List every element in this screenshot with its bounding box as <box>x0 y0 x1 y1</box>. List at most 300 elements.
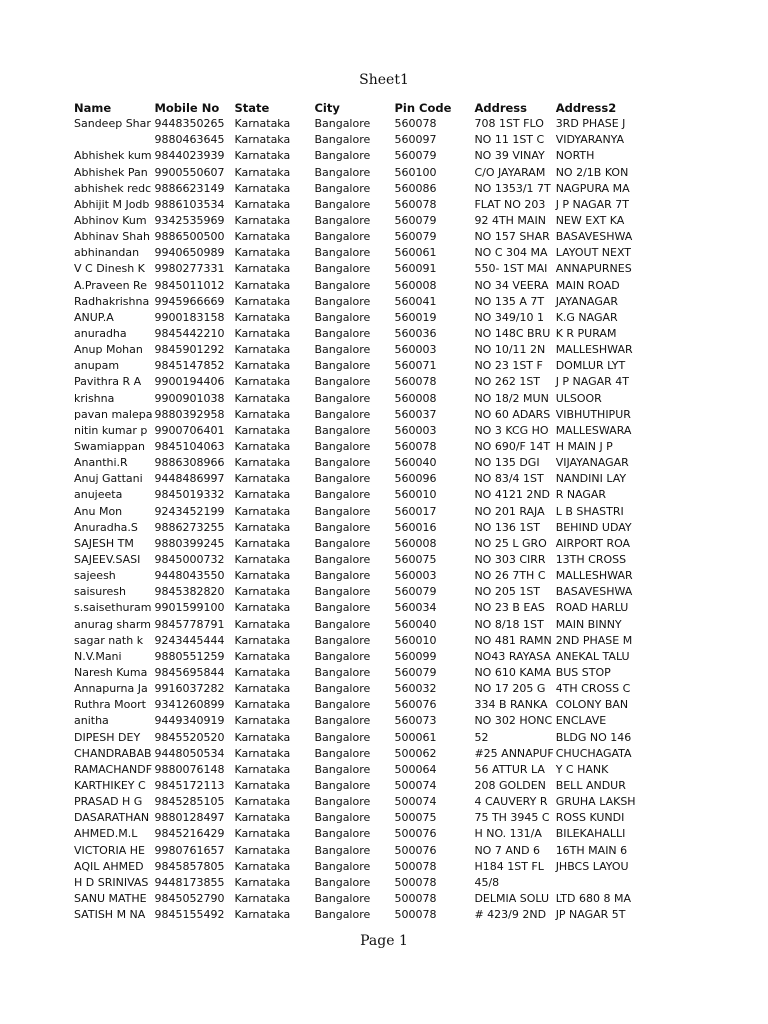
address-cell: 56 ATTUR LA <box>474 762 545 776</box>
name-cell: Annapurna Ja <box>74 682 148 696</box>
city-cell: Bangalore <box>314 359 371 373</box>
table-row <box>72 713 636 729</box>
name-cell: AQIL AHMED <box>74 859 144 873</box>
state-cell: Karnataka <box>234 407 291 421</box>
name-cell: anupam <box>74 359 120 373</box>
table-row <box>72 536 636 552</box>
table-row <box>72 229 636 245</box>
name-cell: saisuresh <box>74 585 126 599</box>
address2-cell: LTD 680 8 MA <box>555 891 631 905</box>
pin-code-cell: 560003 <box>394 569 437 583</box>
name-cell: Abhijit M Jodb <box>74 197 150 211</box>
city-cell: Bangalore <box>314 698 371 712</box>
state-cell: Karnataka <box>234 617 291 631</box>
address2-cell: 4TH CROSS C <box>555 682 631 696</box>
mobile-cell: 9845019332 <box>154 488 225 502</box>
pin-code-cell: 500078 <box>394 891 437 905</box>
table-row <box>72 633 636 649</box>
name-cell: sagar nath k <box>74 633 144 647</box>
name-cell: SATISH M NA <box>74 908 146 922</box>
mobile-cell: 9886308966 <box>154 456 225 470</box>
pin-code-cell: 560078 <box>394 375 437 389</box>
address2-cell: JAYANAGAR <box>555 294 619 308</box>
mobile-cell: 9845052790 <box>154 891 225 905</box>
city-cell: Bangalore <box>314 456 371 470</box>
name-cell: DIPESH DEY <box>74 730 141 744</box>
mobile-cell: 9845172113 <box>154 778 225 792</box>
address2-cell: CHUCHAGATA <box>555 746 632 760</box>
mobile-cell: 9845520520 <box>154 730 225 744</box>
pin-code-cell: 560008 <box>394 391 437 405</box>
city-cell: Bangalore <box>314 859 371 873</box>
name-cell: H D SRINIVAS <box>74 875 149 889</box>
mobile-cell: 9845000732 <box>154 553 225 566</box>
pin-code-cell: 500062 <box>394 746 437 760</box>
address-cell: NO C 304 MA <box>474 246 548 260</box>
address-cell: NO43 RAYASA <box>474 649 551 663</box>
state-cell: Karnataka <box>234 714 291 728</box>
name-cell: Radhakrishna <box>74 294 150 308</box>
state-cell: Karnataka <box>234 553 291 566</box>
pin-code-cell: 560075 <box>394 553 437 566</box>
city-cell: Bangalore <box>314 197 371 211</box>
name-cell: Abhinov Kum <box>74 214 147 228</box>
state-cell: Karnataka <box>234 117 291 131</box>
address2-cell: LAYOUT NEXT <box>555 246 632 260</box>
mobile-cell: 9980761657 <box>154 843 225 857</box>
pin-code-cell: 560041 <box>394 294 437 308</box>
city-cell: Bangalore <box>314 908 371 922</box>
table-row <box>72 778 636 794</box>
address2-cell: JP NAGAR 5T <box>555 908 626 922</box>
state-cell: Karnataka <box>234 165 291 179</box>
mobile-cell: 9900550607 <box>154 165 225 179</box>
city-cell: Bangalore <box>314 746 371 760</box>
state-cell: Karnataka <box>234 665 291 679</box>
mobile-cell: 9845901292 <box>154 343 225 357</box>
name-cell: anurag sharm <box>74 617 151 631</box>
header-mobile-no: Mobile No <box>154 101 220 116</box>
name-cell: Ruthra Moort <box>74 698 146 712</box>
name-cell: SAJESH TM <box>74 536 134 550</box>
city-cell: Bangalore <box>314 246 371 260</box>
address-cell: NO 17 205 G <box>474 682 546 696</box>
city-cell: Bangalore <box>314 714 371 728</box>
address-cell: NO 25 L GRO <box>474 536 547 550</box>
city-cell: Bangalore <box>314 891 371 905</box>
table-row <box>72 407 636 423</box>
table-row <box>72 729 636 745</box>
state-cell: Karnataka <box>234 197 291 211</box>
address2-cell <box>554 875 636 891</box>
state-cell: Karnataka <box>234 181 291 195</box>
header-city: City <box>314 101 340 116</box>
state-cell: Karnataka <box>234 795 291 809</box>
name-cell: sajeesh <box>74 569 116 583</box>
pin-code-cell: 560003 <box>394 343 437 357</box>
address-cell: # 423/9 2ND <box>474 908 547 922</box>
address-cell: NO 148C BRU <box>474 327 551 341</box>
city-cell: Bangalore <box>314 391 371 405</box>
table-row <box>72 310 636 326</box>
name-cell: Naresh Kuma <box>74 665 148 679</box>
state-cell: Karnataka <box>234 488 291 502</box>
name-cell: abhishek redc <box>74 181 152 195</box>
city-cell: Bangalore <box>314 214 371 228</box>
name-cell: V C Dinesh K <box>74 262 145 276</box>
address-cell: C/O JAYARAM <box>474 165 546 179</box>
address-cell: NO 10/11 2N <box>474 343 546 357</box>
mobile-cell: 9845011012 <box>154 278 225 292</box>
mobile-cell: 9845778791 <box>154 617 225 631</box>
pin-code-cell: 560071 <box>394 359 437 373</box>
mobile-cell: 9900901038 <box>154 391 225 405</box>
address-cell: NO 262 1ST <box>474 375 541 389</box>
address2-cell: BASAVESHWA <box>555 230 633 244</box>
name-cell <box>72 132 152 148</box>
state-cell: Karnataka <box>234 310 291 324</box>
mobile-cell: 9886623149 <box>154 181 225 195</box>
address-cell: 45/8 <box>474 875 500 889</box>
pin-code-cell: 560097 <box>394 133 437 147</box>
address2-cell: ROSS KUNDI <box>555 811 625 825</box>
table-row <box>72 391 636 407</box>
pin-code-cell: 560010 <box>394 633 437 647</box>
mobile-cell: 9448043550 <box>154 569 225 583</box>
table-row <box>72 278 636 294</box>
header-row <box>72 100 636 116</box>
city-cell: Bangalore <box>314 278 371 292</box>
state-cell: Karnataka <box>234 294 291 308</box>
address-cell: NO 136 1ST <box>474 520 541 534</box>
name-cell: Anuradha.S <box>74 520 138 534</box>
city-cell: Bangalore <box>314 649 371 663</box>
name-cell: anujeeta <box>74 488 123 502</box>
mobile-cell: 9940650989 <box>154 246 225 260</box>
state-cell: Karnataka <box>234 891 291 905</box>
pin-code-cell: 560037 <box>394 407 437 421</box>
header-pin-code: Pin Code <box>394 101 452 116</box>
pin-code-cell: 500078 <box>394 908 437 922</box>
address2-cell: NAGPURA MA <box>555 181 630 195</box>
address-cell: NO 11 1ST C <box>474 133 545 147</box>
table-row <box>72 520 636 536</box>
mobile-cell: 9900706401 <box>154 423 225 437</box>
address2-cell: 13TH CROSS <box>555 553 627 566</box>
name-cell: Abhishek Pan <box>74 165 148 179</box>
address2-cell: MALLESWARA <box>555 423 632 437</box>
table-row <box>72 907 636 923</box>
mobile-cell: 9844023939 <box>154 149 225 163</box>
mobile-cell: 9448350265 <box>154 117 225 131</box>
address-cell: NO 4121 2ND <box>474 488 551 502</box>
mobile-cell: 9886273255 <box>154 520 225 534</box>
name-cell: Anup Mohan <box>74 343 143 357</box>
mobile-cell: 9880076148 <box>154 762 225 776</box>
pin-code-cell: 560078 <box>394 440 437 454</box>
pin-code-cell: 560100 <box>394 165 437 179</box>
address-cell: NO 7 AND 6 <box>474 843 541 857</box>
pin-code-cell: 560078 <box>394 117 437 131</box>
address-cell: NO 18/2 MUN <box>474 391 549 405</box>
table-row <box>72 326 636 342</box>
name-cell: Sandeep Shar <box>74 117 151 131</box>
name-cell: KARTHIKEY C <box>74 778 146 792</box>
pin-code-cell: 560019 <box>394 310 437 324</box>
pin-code-cell: 560008 <box>394 278 437 292</box>
name-cell: DASARATHAN <box>74 811 150 825</box>
address-cell: NO 1353/1 7T <box>474 181 551 195</box>
table-row <box>72 665 636 681</box>
pin-code-cell: 500074 <box>394 778 437 792</box>
name-cell: Abhinav Shah <box>74 230 150 244</box>
address2-cell: ULSOOR <box>555 391 602 405</box>
address-cell: #25 ANNAPUF <box>474 746 554 760</box>
address2-cell: R NAGAR <box>555 488 607 502</box>
name-cell: SANU MATHE <box>74 891 147 905</box>
name-cell: SAJEEV.SASI <box>74 553 141 566</box>
city-cell: Bangalore <box>314 262 371 276</box>
address2-cell: COLONY BAN <box>555 698 629 712</box>
header-address: Address <box>474 101 527 116</box>
address2-cell: BASAVESHWA <box>555 585 633 599</box>
table-row <box>72 261 636 277</box>
table-row <box>72 568 636 584</box>
pin-code-cell: 500075 <box>394 811 437 825</box>
city-cell: Bangalore <box>314 601 371 615</box>
state-cell: Karnataka <box>234 520 291 534</box>
table-row <box>72 600 636 616</box>
table-row <box>72 859 636 875</box>
address-cell: NO 60 ADARS <box>474 407 551 421</box>
mobile-cell: 9845442210 <box>154 327 225 341</box>
table-row <box>72 374 636 390</box>
pin-code-cell: 560016 <box>394 520 437 534</box>
city-cell: Bangalore <box>314 843 371 857</box>
mobile-cell: 9880392958 <box>154 407 225 421</box>
address-cell: NO 135 DGI <box>474 456 540 470</box>
address2-cell: J P NAGAR 7T <box>555 197 630 211</box>
address2-cell: AIRPORT ROA <box>555 536 631 550</box>
name-cell: Abhishek kum <box>74 149 152 163</box>
mobile-cell: 9845857805 <box>154 859 225 873</box>
pin-code-cell: 560034 <box>394 601 437 615</box>
address-cell: NO 83/4 1ST <box>474 472 544 486</box>
city-cell: Bangalore <box>314 811 371 825</box>
table-row <box>72 875 636 891</box>
city-cell: Bangalore <box>314 827 371 841</box>
pin-code-cell: 500078 <box>394 859 437 873</box>
state-cell: Karnataka <box>234 343 291 357</box>
name-cell: nitin kumar p <box>74 423 148 437</box>
address2-cell: 2ND PHASE M <box>555 633 633 647</box>
address2-cell: VIJAYANAGAR <box>555 456 629 470</box>
pin-code-cell: 560073 <box>394 714 437 728</box>
state-cell: Karnataka <box>234 633 291 647</box>
state-cell: Karnataka <box>234 375 291 389</box>
pin-code-cell: 560040 <box>394 617 437 631</box>
table-row <box>72 681 636 697</box>
address-cell: 208 GOLDEN <box>474 778 546 792</box>
pin-code-cell: 560061 <box>394 246 437 260</box>
table-row <box>72 197 636 213</box>
address2-cell: MALLESHWAR <box>555 569 633 583</box>
state-cell: Karnataka <box>234 843 291 857</box>
state-cell: Karnataka <box>234 359 291 373</box>
city-cell: Bangalore <box>314 665 371 679</box>
address2-cell: NO 2/1B KON <box>555 165 629 179</box>
address-cell: H NO. 131/A <box>474 827 542 841</box>
pin-code-cell: 560079 <box>394 665 437 679</box>
address-cell: NO 201 RAJA <box>474 504 545 518</box>
mobile-cell: 9886500500 <box>154 230 225 244</box>
address2-cell: MAIN BINNY <box>555 617 622 631</box>
mobile-cell: 9448173855 <box>154 875 225 889</box>
table-row <box>72 471 636 487</box>
city-cell: Bangalore <box>314 117 371 131</box>
name-cell: krishna <box>74 391 115 405</box>
pin-code-cell: 560076 <box>394 698 437 712</box>
city-cell: Bangalore <box>314 569 371 583</box>
mobile-cell: 9880463645 <box>154 133 225 147</box>
pin-code-cell: 560079 <box>394 149 437 163</box>
state-cell: Karnataka <box>234 327 291 341</box>
mobile-cell: 9880399245 <box>154 536 225 550</box>
address-cell: NO 610 KAMA <box>474 665 551 679</box>
state-cell: Karnataka <box>234 698 291 712</box>
address-cell: 708 1ST FLO <box>474 117 544 131</box>
name-cell: Anuj Gattani <box>74 472 143 486</box>
city-cell: Bangalore <box>314 488 371 502</box>
address-cell: NO 23 1ST F <box>474 359 543 373</box>
address-cell: NO 26 7TH C <box>474 569 546 583</box>
mobile-cell: 9886103534 <box>154 197 225 211</box>
state-cell: Karnataka <box>234 133 291 147</box>
table-row <box>72 358 636 374</box>
mobile-cell: 9845285105 <box>154 795 225 809</box>
city-cell: Bangalore <box>314 327 371 341</box>
name-cell: Anu Mon <box>74 504 123 518</box>
header-address2: Address2 <box>555 101 617 116</box>
city-cell: Bangalore <box>314 875 371 889</box>
mobile-cell: 9448050534 <box>154 746 225 760</box>
address-cell: NO 205 1ST <box>474 585 541 599</box>
address-cell: NO 157 SHAR <box>474 230 550 244</box>
state-cell: Karnataka <box>234 859 291 873</box>
name-cell: anuradha <box>74 327 127 341</box>
address-cell: 92 4TH MAIN <box>474 214 546 228</box>
mobile-cell: 9243452199 <box>154 504 225 518</box>
table-row <box>72 552 636 568</box>
address2-cell: H MAIN J P <box>555 440 613 454</box>
city-cell: Bangalore <box>314 536 371 550</box>
address2-cell: L B SHASTRI <box>555 504 624 518</box>
state-cell: Karnataka <box>234 875 291 889</box>
pin-code-cell: 500076 <box>394 843 437 857</box>
pin-code-cell: 560079 <box>394 230 437 244</box>
address-cell: 334 B RANKA <box>474 698 548 712</box>
address2-cell: NANDINI LAY <box>555 472 627 486</box>
pin-code-cell: 560099 <box>394 649 437 663</box>
city-cell: Bangalore <box>314 133 371 147</box>
name-cell: abhinandan <box>74 246 140 260</box>
city-cell: Bangalore <box>314 778 371 792</box>
table-row <box>72 584 636 600</box>
table-row <box>72 455 636 471</box>
pin-code-cell: 560003 <box>394 423 437 437</box>
address-cell: NO 3 KCG HO <box>474 423 549 437</box>
table-row <box>72 891 636 907</box>
mobile-cell: 9845147852 <box>154 359 225 373</box>
state-cell: Karnataka <box>234 230 291 244</box>
state-cell: Karnataka <box>234 278 291 292</box>
address2-cell: ANEKAL TALU <box>555 649 630 663</box>
table-row <box>72 649 636 665</box>
city-cell: Bangalore <box>314 553 371 566</box>
table-row <box>72 116 636 132</box>
address-cell: NO 34 VEERA <box>474 278 549 292</box>
mobile-cell: 9900194406 <box>154 375 225 389</box>
address-cell: NO 39 VINAY <box>474 149 545 163</box>
name-cell: Swamiappan <box>74 440 145 454</box>
address-cell: 52 <box>474 730 489 744</box>
header-state: State <box>234 101 270 116</box>
name-cell: PRASAD H G <box>74 795 143 809</box>
city-cell: Bangalore <box>314 730 371 744</box>
address2-cell: MAIN ROAD <box>555 278 620 292</box>
state-cell: Karnataka <box>234 456 291 470</box>
table-row <box>72 245 636 261</box>
pin-code-cell: 500064 <box>394 762 437 776</box>
table-row <box>72 697 636 713</box>
address2-cell: ANNAPURNES <box>555 262 632 276</box>
pin-code-cell: 560079 <box>394 214 437 228</box>
header-name: Name <box>74 101 112 116</box>
table-row <box>72 423 636 439</box>
data-table <box>72 100 636 923</box>
state-cell: Karnataka <box>234 682 291 696</box>
state-cell: Karnataka <box>234 504 291 518</box>
mobile-cell: 9449340919 <box>154 714 225 728</box>
pin-code-cell: 500061 <box>394 730 437 744</box>
state-cell: Karnataka <box>234 262 291 276</box>
mobile-cell: 9845104063 <box>154 440 225 454</box>
state-cell: Karnataka <box>234 472 291 486</box>
address-cell: H184 1ST FL <box>474 859 544 873</box>
address2-cell: NORTH <box>555 149 595 163</box>
state-cell: Karnataka <box>234 827 291 841</box>
name-cell: anitha <box>74 714 109 728</box>
name-cell: Ananthi.R <box>74 456 128 470</box>
city-cell: Bangalore <box>314 149 371 163</box>
pin-code-cell: 500076 <box>394 827 437 841</box>
address2-cell: MALLESHWAR <box>555 343 633 357</box>
state-cell: Karnataka <box>234 423 291 437</box>
address2-cell: VIBHUTHIPUR <box>555 407 631 421</box>
table-row <box>72 504 636 520</box>
address-cell: FLAT NO 203 <box>474 197 546 211</box>
state-cell: Karnataka <box>234 585 291 599</box>
address2-cell: BUS STOP <box>555 665 611 679</box>
mobile-cell: 9341260899 <box>154 698 225 712</box>
address2-cell: K.G NAGAR <box>555 310 618 324</box>
address2-cell: Y C HANK <box>555 762 609 776</box>
address-cell: 550- 1ST MAI <box>474 262 548 276</box>
pin-code-cell: 560086 <box>394 181 437 195</box>
name-cell: VICTORIA HE <box>74 843 145 857</box>
table-row <box>72 842 636 858</box>
pin-code-cell: 560096 <box>394 472 437 486</box>
